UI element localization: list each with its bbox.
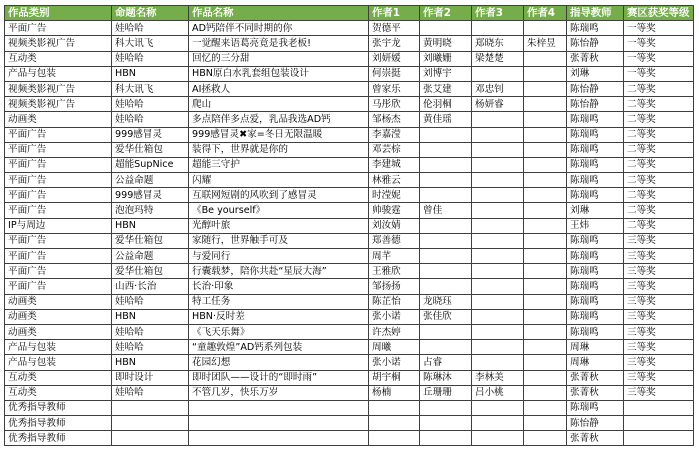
cell-work-title: 多点陪伴多点爱，乳品我选AD钙 bbox=[189, 112, 369, 127]
table-row bbox=[5, 279, 694, 294]
cell-brief: 999感冒灵 bbox=[112, 188, 189, 203]
cell-work-title: 回忆的三分甜 bbox=[189, 51, 369, 66]
cell-author-3 bbox=[472, 294, 524, 309]
cell-work-title: 《飞天乐舞》 bbox=[189, 324, 369, 339]
cell-author-2: 龙晓珏 bbox=[420, 294, 472, 309]
cell-work-title: 花园幻想 bbox=[189, 355, 369, 370]
cell-award-level: 二等奖 bbox=[624, 203, 694, 218]
cell-author-4 bbox=[524, 112, 567, 127]
table-row bbox=[5, 81, 694, 96]
cell-advisor: 陈瑞鸣 bbox=[567, 112, 624, 127]
cell-author-3 bbox=[472, 309, 524, 324]
cell-category: IP与周边 bbox=[5, 218, 112, 233]
cell-award-level: 一等奖 bbox=[624, 51, 694, 66]
cell-author-2 bbox=[420, 142, 472, 157]
cell-author-4 bbox=[524, 340, 567, 355]
table-row bbox=[5, 431, 694, 446]
cell-work-title: 一觉醒来语葛亮竟是我老板! bbox=[189, 36, 369, 51]
cell-brief: HBN bbox=[112, 309, 189, 324]
cell-author-2: 伦羽桐 bbox=[420, 97, 472, 112]
cell-author-1: 林雅云 bbox=[369, 173, 420, 188]
cell-award-level: 三等奖 bbox=[624, 370, 694, 385]
cell-author-2: 张佳欣 bbox=[420, 309, 472, 324]
cell-author-3 bbox=[472, 400, 524, 415]
cell-work-title: 互联网短剧的风吹到了感冒灵 bbox=[189, 188, 369, 203]
cell-author-3: 梁楚楚 bbox=[472, 51, 524, 66]
cell-author-1: 贺德平 bbox=[369, 21, 420, 36]
table-row bbox=[5, 173, 694, 188]
cell-advisor: 陈瑞鸣 bbox=[567, 309, 624, 324]
cell-brief: 超能SupNice bbox=[112, 157, 189, 172]
cell-advisor: 张菁秋 bbox=[567, 385, 624, 400]
cell-award-level: 三等奖 bbox=[624, 355, 694, 370]
cell-work-title: AI拯救人 bbox=[189, 81, 369, 96]
cell-author-4 bbox=[524, 173, 567, 188]
cell-work-title: “童趣敦煌”AD钙系列包装 bbox=[189, 340, 369, 355]
header-author-3: 作者3 bbox=[472, 6, 524, 21]
table-row bbox=[5, 112, 694, 127]
cell-author-3 bbox=[472, 142, 524, 157]
cell-award-level: 三等奖 bbox=[624, 340, 694, 355]
cell-author-4: 朱梓昱 bbox=[524, 36, 567, 51]
cell-brief bbox=[112, 416, 189, 431]
cell-advisor: 陈瑞鸣 bbox=[567, 233, 624, 248]
cell-award-level: 三等奖 bbox=[624, 294, 694, 309]
cell-author-3 bbox=[472, 355, 524, 370]
cell-work-title: HBN·反时差 bbox=[189, 309, 369, 324]
cell-work-title: 光醇叶旅 bbox=[189, 218, 369, 233]
cell-advisor: 刘琳 bbox=[567, 203, 624, 218]
cell-advisor: 陈瑞鸣 bbox=[567, 173, 624, 188]
cell-author-4 bbox=[524, 51, 567, 66]
cell-brief bbox=[112, 400, 189, 415]
cell-work-title: 长治·印象 bbox=[189, 279, 369, 294]
cell-author-1: 许杰婷 bbox=[369, 324, 420, 339]
cell-advisor: 陈瑞鸣 bbox=[567, 21, 624, 36]
cell-award-level: 二等奖 bbox=[624, 173, 694, 188]
cell-author-1 bbox=[369, 416, 420, 431]
cell-category: 视频类影视广告 bbox=[5, 97, 112, 112]
cell-advisor: 周琳 bbox=[567, 355, 624, 370]
cell-author-2 bbox=[420, 21, 472, 36]
cell-author-3 bbox=[472, 233, 524, 248]
cell-author-3: 邓忠钊 bbox=[472, 81, 524, 96]
cell-author-2: 张艾建 bbox=[420, 81, 472, 96]
cell-category: 优秀指导教师 bbox=[5, 400, 112, 415]
cell-author-3 bbox=[472, 112, 524, 127]
cell-work-title: 家随行，世界触手可及 bbox=[189, 233, 369, 248]
table-row bbox=[5, 97, 694, 112]
cell-author-1: 刘汝婧 bbox=[369, 218, 420, 233]
cell-work-title: 《Be yourself》 bbox=[189, 203, 369, 218]
cell-award-level: 二等奖 bbox=[624, 112, 694, 127]
cell-award-level: 二等奖 bbox=[624, 142, 694, 157]
cell-author-1: 杨楠 bbox=[369, 385, 420, 400]
cell-advisor: 陈瑞鸣 bbox=[567, 400, 624, 415]
cell-author-3 bbox=[472, 203, 524, 218]
cell-award-level: 一等奖 bbox=[624, 66, 694, 81]
cell-author-3 bbox=[472, 279, 524, 294]
cell-author-2 bbox=[420, 279, 472, 294]
cell-advisor: 陈瑞鸣 bbox=[567, 294, 624, 309]
table-row bbox=[5, 142, 694, 157]
table-row bbox=[5, 385, 694, 400]
cell-category: 平面广告 bbox=[5, 188, 112, 203]
cell-author-3 bbox=[472, 249, 524, 264]
cell-advisor: 张菁秋 bbox=[567, 370, 624, 385]
cell-author-2: 占睿 bbox=[420, 355, 472, 370]
table-row bbox=[5, 203, 694, 218]
cell-brief: 娃哈哈 bbox=[112, 385, 189, 400]
cell-brief: 娃哈哈 bbox=[112, 112, 189, 127]
cell-advisor: 陈怡静 bbox=[567, 81, 624, 96]
cell-award-level bbox=[624, 431, 694, 446]
cell-author-2 bbox=[420, 324, 472, 339]
cell-author-4 bbox=[524, 279, 567, 294]
cell-brief: 科大讯飞 bbox=[112, 81, 189, 96]
cell-author-3: 郑晓东 bbox=[472, 36, 524, 51]
cell-work-title: 即时团队——设计的“即时雨” bbox=[189, 370, 369, 385]
cell-category: 优秀指导教师 bbox=[5, 431, 112, 446]
cell-category: 平面广告 bbox=[5, 127, 112, 142]
cell-author-1: 曾家乐 bbox=[369, 81, 420, 96]
cell-author-2 bbox=[420, 218, 472, 233]
cell-brief: 山西·长治 bbox=[112, 279, 189, 294]
cell-author-4 bbox=[524, 416, 567, 431]
cell-brief bbox=[112, 431, 189, 446]
table-row bbox=[5, 309, 694, 324]
cell-author-4 bbox=[524, 309, 567, 324]
awards-table bbox=[4, 5, 694, 446]
cell-advisor: 陈瑞鸣 bbox=[567, 142, 624, 157]
cell-brief: 公益命题 bbox=[112, 173, 189, 188]
header-author-4: 作者4 bbox=[524, 6, 567, 21]
cell-author-4 bbox=[524, 127, 567, 142]
cell-author-1: 张小诺 bbox=[369, 309, 420, 324]
cell-award-level: 三等奖 bbox=[624, 279, 694, 294]
cell-advisor: 陈瑞鸣 bbox=[567, 249, 624, 264]
cell-advisor: 陈瑞鸣 bbox=[567, 127, 624, 142]
cell-author-1: 郑善德 bbox=[369, 233, 420, 248]
cell-author-2 bbox=[420, 127, 472, 142]
cell-author-2: 黄明晓 bbox=[420, 36, 472, 51]
table-row bbox=[5, 249, 694, 264]
cell-award-level: 二等奖 bbox=[624, 157, 694, 172]
header-award-level: 赛区获奖等级 bbox=[624, 6, 694, 21]
cell-author-3 bbox=[472, 157, 524, 172]
header-author-2: 作者2 bbox=[420, 6, 472, 21]
cell-award-level: 三等奖 bbox=[624, 233, 694, 248]
cell-author-3 bbox=[472, 264, 524, 279]
cell-author-2: 刘博宇 bbox=[420, 66, 472, 81]
cell-advisor: 张菁秋 bbox=[567, 431, 624, 446]
cell-author-4 bbox=[524, 203, 567, 218]
cell-author-3 bbox=[472, 416, 524, 431]
cell-category: 互动类 bbox=[5, 51, 112, 66]
cell-author-1 bbox=[369, 431, 420, 446]
cell-author-2 bbox=[420, 416, 472, 431]
cell-brief: 娃哈哈 bbox=[112, 21, 189, 36]
cell-award-level: 三等奖 bbox=[624, 264, 694, 279]
cell-author-2 bbox=[420, 157, 472, 172]
cell-brief: 科大讯飞 bbox=[112, 36, 189, 51]
cell-work-title: 超能三守护 bbox=[189, 157, 369, 172]
cell-author-4 bbox=[524, 385, 567, 400]
cell-work-title: AD钙陪伴不同时期的你 bbox=[189, 21, 369, 36]
cell-brief: 999感冒灵 bbox=[112, 127, 189, 142]
cell-brief: 娃哈哈 bbox=[112, 51, 189, 66]
cell-category: 产品与包装 bbox=[5, 340, 112, 355]
cell-author-1: 胡宇桐 bbox=[369, 370, 420, 385]
cell-author-4 bbox=[524, 97, 567, 112]
cell-author-3 bbox=[472, 127, 524, 142]
cell-author-2: 黄佳瑶 bbox=[420, 112, 472, 127]
table-row bbox=[5, 416, 694, 431]
cell-author-2: 丘珊珊 bbox=[420, 385, 472, 400]
header-advisor: 指导教师 bbox=[567, 6, 624, 21]
cell-author-1: 邹扬扬 bbox=[369, 279, 420, 294]
cell-author-1: 刘妍媛 bbox=[369, 51, 420, 66]
cell-category: 平面广告 bbox=[5, 279, 112, 294]
cell-author-4 bbox=[524, 218, 567, 233]
cell-brief: 即时设计 bbox=[112, 370, 189, 385]
header-work-title: 作品名称 bbox=[189, 6, 369, 21]
cell-award-level: 三等奖 bbox=[624, 324, 694, 339]
cell-category: 动画类 bbox=[5, 309, 112, 324]
cell-author-1: 周曦 bbox=[369, 340, 420, 355]
cell-author-1: 王雅欣 bbox=[369, 264, 420, 279]
table-row bbox=[5, 51, 694, 66]
cell-brief: 娃哈哈 bbox=[112, 340, 189, 355]
table-row bbox=[5, 370, 694, 385]
cell-brief: HBN bbox=[112, 355, 189, 370]
cell-advisor: 陈瑞鸣 bbox=[567, 188, 624, 203]
cell-work-title: 999感冒灵✖家=冬日无限温暖 bbox=[189, 127, 369, 142]
table-row bbox=[5, 340, 694, 355]
cell-author-2 bbox=[420, 264, 472, 279]
cell-award-level: 二等奖 bbox=[624, 81, 694, 96]
cell-work-title: 不管几岁，快乐万岁 bbox=[189, 385, 369, 400]
cell-author-2 bbox=[420, 173, 472, 188]
cell-category: 平面广告 bbox=[5, 173, 112, 188]
cell-author-1: 李建城 bbox=[369, 157, 420, 172]
cell-author-1: 张小诺 bbox=[369, 355, 420, 370]
cell-category: 平面广告 bbox=[5, 157, 112, 172]
cell-author-2: 刘曦姗 bbox=[420, 51, 472, 66]
cell-category: 动画类 bbox=[5, 324, 112, 339]
cell-author-2: 陈琳沐 bbox=[420, 370, 472, 385]
cell-author-3: 李林美 bbox=[472, 370, 524, 385]
cell-advisor: 周琳 bbox=[567, 340, 624, 355]
header-brief: 命题名称 bbox=[112, 6, 189, 21]
cell-advisor: 陈怡静 bbox=[567, 416, 624, 431]
cell-author-4 bbox=[524, 66, 567, 81]
cell-brief: 公益命题 bbox=[112, 249, 189, 264]
cell-author-1: 时滢妮 bbox=[369, 188, 420, 203]
cell-author-4 bbox=[524, 249, 567, 264]
cell-category: 互动类 bbox=[5, 385, 112, 400]
cell-award-level: 二等奖 bbox=[624, 127, 694, 142]
cell-brief: 娃哈哈 bbox=[112, 97, 189, 112]
cell-category: 产品与包装 bbox=[5, 355, 112, 370]
cell-category: 平面广告 bbox=[5, 203, 112, 218]
cell-author-4 bbox=[524, 294, 567, 309]
cell-category: 互动类 bbox=[5, 370, 112, 385]
cell-author-1 bbox=[369, 400, 420, 415]
header-author-1: 作者1 bbox=[369, 6, 420, 21]
cell-author-1: 周芊 bbox=[369, 249, 420, 264]
cell-author-2 bbox=[420, 188, 472, 203]
cell-work-title: 装得下，世界就是你的 bbox=[189, 142, 369, 157]
cell-advisor: 陈瑞鸣 bbox=[567, 324, 624, 339]
cell-category: 平面广告 bbox=[5, 21, 112, 36]
cell-award-level: 三等奖 bbox=[624, 249, 694, 264]
cell-author-3 bbox=[472, 218, 524, 233]
cell-author-3 bbox=[472, 21, 524, 36]
cell-author-4 bbox=[524, 324, 567, 339]
cell-work-title bbox=[189, 431, 369, 446]
cell-author-3: 吕小桃 bbox=[472, 385, 524, 400]
cell-advisor: 陈瑞鸣 bbox=[567, 157, 624, 172]
cell-brief: HBN bbox=[112, 218, 189, 233]
cell-advisor: 陈怡静 bbox=[567, 97, 624, 112]
cell-advisor: 刘琳 bbox=[567, 66, 624, 81]
cell-author-4 bbox=[524, 157, 567, 172]
header-row bbox=[5, 6, 694, 21]
cell-author-3 bbox=[472, 66, 524, 81]
cell-category: 平面广告 bbox=[5, 233, 112, 248]
cell-award-level: 一等奖 bbox=[624, 21, 694, 36]
cell-author-4 bbox=[524, 264, 567, 279]
cell-author-4 bbox=[524, 370, 567, 385]
cell-author-1: 陈芷怡 bbox=[369, 294, 420, 309]
cell-category: 平面广告 bbox=[5, 142, 112, 157]
cell-advisor: 王炜 bbox=[567, 218, 624, 233]
cell-advisor: 陈怡静 bbox=[567, 36, 624, 51]
cell-author-2 bbox=[420, 400, 472, 415]
cell-work-title: 闪耀 bbox=[189, 173, 369, 188]
cell-work-title: 特工任务 bbox=[189, 294, 369, 309]
cell-work-title: 行囊载梦，陪你共赴“星辰大海” bbox=[189, 264, 369, 279]
table-row bbox=[5, 264, 694, 279]
cell-author-4 bbox=[524, 400, 567, 415]
table-row bbox=[5, 233, 694, 248]
cell-work-title bbox=[189, 416, 369, 431]
cell-category: 动画类 bbox=[5, 294, 112, 309]
table-row bbox=[5, 324, 694, 339]
table-row bbox=[5, 36, 694, 51]
cell-author-4 bbox=[524, 142, 567, 157]
cell-award-level: 三等奖 bbox=[624, 385, 694, 400]
cell-work-title: HBN原白水乳套组包装设计 bbox=[189, 66, 369, 81]
cell-award-level: 二等奖 bbox=[624, 188, 694, 203]
table-row bbox=[5, 66, 694, 81]
cell-category: 视频类影视广告 bbox=[5, 81, 112, 96]
cell-brief: 娃哈哈 bbox=[112, 294, 189, 309]
cell-award-level: 二等奖 bbox=[624, 97, 694, 112]
cell-brief: 爱华仕箱包 bbox=[112, 142, 189, 157]
cell-award-level: 三等奖 bbox=[624, 309, 694, 324]
cell-author-3 bbox=[472, 431, 524, 446]
cell-author-3 bbox=[472, 340, 524, 355]
table-row bbox=[5, 21, 694, 36]
cell-author-3 bbox=[472, 324, 524, 339]
cell-brief: HBN bbox=[112, 66, 189, 81]
header-category: 作品类别 bbox=[5, 6, 112, 21]
cell-author-2: 曾佳 bbox=[420, 203, 472, 218]
cell-author-3: 杨妍睿 bbox=[472, 97, 524, 112]
cell-author-3 bbox=[472, 173, 524, 188]
cell-author-4 bbox=[524, 431, 567, 446]
cell-author-3 bbox=[472, 188, 524, 203]
cell-author-4 bbox=[524, 188, 567, 203]
cell-author-2 bbox=[420, 340, 472, 355]
table-row bbox=[5, 294, 694, 309]
cell-category: 动画类 bbox=[5, 112, 112, 127]
cell-author-2 bbox=[420, 249, 472, 264]
cell-award-level bbox=[624, 400, 694, 415]
cell-author-2 bbox=[420, 431, 472, 446]
cell-award-level bbox=[624, 416, 694, 431]
cell-author-4 bbox=[524, 81, 567, 96]
table-row bbox=[5, 355, 694, 370]
cell-author-4 bbox=[524, 355, 567, 370]
table-row bbox=[5, 400, 694, 415]
cell-work-title bbox=[189, 400, 369, 415]
table-row bbox=[5, 188, 694, 203]
cell-author-1: 李嘉滢 bbox=[369, 127, 420, 142]
cell-brief: 泡泡玛特 bbox=[112, 203, 189, 218]
cell-brief: 娃哈哈 bbox=[112, 324, 189, 339]
cell-category: 视频类影视广告 bbox=[5, 36, 112, 51]
cell-author-1: 张宇龙 bbox=[369, 36, 420, 51]
cell-author-1: 邓芸棕 bbox=[369, 142, 420, 157]
cell-author-4 bbox=[524, 21, 567, 36]
cell-award-level: 二等奖 bbox=[624, 218, 694, 233]
cell-author-2 bbox=[420, 233, 472, 248]
table-row bbox=[5, 127, 694, 142]
cell-advisor: 张菁秋 bbox=[567, 51, 624, 66]
cell-author-1: 帅骏霆 bbox=[369, 203, 420, 218]
cell-work-title: 与爱同行 bbox=[189, 249, 369, 264]
cell-author-1: 马彤欣 bbox=[369, 97, 420, 112]
cell-category: 优秀指导教师 bbox=[5, 416, 112, 431]
table-row bbox=[5, 157, 694, 172]
cell-author-4 bbox=[524, 233, 567, 248]
cell-category: 平面广告 bbox=[5, 264, 112, 279]
cell-category: 产品与包装 bbox=[5, 66, 112, 81]
cell-author-1: 何崇挺 bbox=[369, 66, 420, 81]
cell-category: 平面广告 bbox=[5, 249, 112, 264]
table-row bbox=[5, 218, 694, 233]
cell-brief: 爱华仕箱包 bbox=[112, 264, 189, 279]
cell-award-level: 一等奖 bbox=[624, 36, 694, 51]
cell-author-1: 邹杨杰 bbox=[369, 112, 420, 127]
cell-brief: 爱华仕箱包 bbox=[112, 233, 189, 248]
cell-work-title: 爬山 bbox=[189, 97, 369, 112]
cell-advisor: 陈瑞鸣 bbox=[567, 279, 624, 294]
cell-advisor: 陈瑞鸣 bbox=[567, 264, 624, 279]
